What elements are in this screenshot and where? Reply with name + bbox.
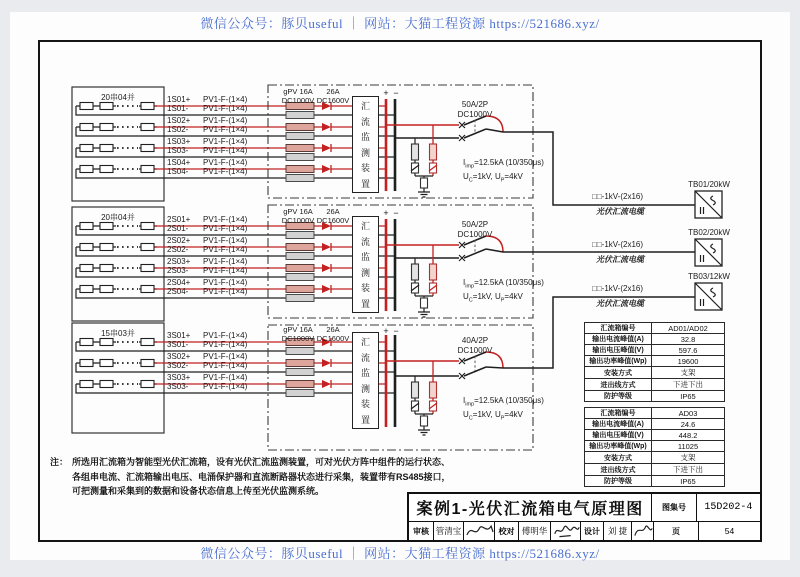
surge-rating-line2: $U_C=1kV$, $U_P=4kV$: [463, 410, 523, 422]
notes-line: 所选用汇流箱为智能型光伏汇流箱，设有光伏汇流监测装置，可对光伏方阵中组件的运行状态、: [72, 457, 451, 467]
string-cable-type: PV1-F-(1×4): [203, 266, 248, 275]
breaker-voltage: DC1000V: [457, 346, 493, 355]
string-cable-type: PV1-F-(1×4): [203, 373, 248, 382]
string-cable-type: PV1-F-(1×4): [203, 361, 248, 370]
string-cable-type: PV1-F-(1×4): [203, 245, 248, 254]
output-cable-name: 光伏汇流电缆: [596, 255, 644, 264]
notes-body: [72, 455, 451, 499]
atlas-number: 15D202-4: [696, 494, 760, 521]
inverter-TB01-icon: [695, 191, 722, 218]
breaker-voltage: DC1000V: [457, 110, 493, 119]
table-row: 进出线方式 下进下出: [585, 464, 725, 476]
string-label-plus: 1S03+: [167, 137, 191, 146]
group-label: 20串04并: [101, 213, 135, 222]
string-cable-type: PV1-F-(1×4): [203, 167, 248, 176]
notes-line: 各组串电流、汇流箱输出电压、电涌保护器和直流断路器状态进行采集，装置带有RS485接口，: [72, 471, 451, 482]
string-label-minus: 3S03-: [167, 382, 189, 391]
dc-fuse-icon: [286, 390, 314, 397]
dc-breaker-3: [386, 352, 503, 379]
dc-fuse-icon: [286, 124, 314, 131]
diode-label: 26A: [326, 207, 340, 216]
inverter-tag: TB03/12kW: [688, 272, 730, 281]
ground-icon: [418, 192, 430, 197]
string-label-plus: 2S02+: [167, 236, 191, 245]
surge-protector-1: [411, 125, 437, 197]
dc-fuse-icon: [286, 145, 314, 152]
inverter-TB02-icon: [695, 239, 722, 266]
atlas-number-label: 图集号: [651, 494, 696, 521]
bus-plus-label: +: [383, 208, 389, 218]
string-label-plus: 1S01+: [167, 95, 191, 104]
string-cable-type: PV1-F-(1×4): [203, 125, 248, 134]
inverter-TB03-icon: [695, 283, 722, 310]
reviewer-signature: [463, 522, 494, 540]
watermark-header: 微信公众号：豚贝useful ｜ 网站：大猫工程资源 https://521686.xyz/: [200, 16, 600, 31]
ground-icon: [418, 312, 430, 317]
string-label-plus: 1S04+: [167, 158, 191, 167]
string-label-minus: 1S02-: [167, 125, 189, 134]
bus-plus-label: +: [383, 88, 389, 98]
output-cable-name: 光伏汇流电缆: [596, 207, 644, 216]
group-label: 15串03并: [101, 329, 135, 338]
fuse-label: DC1000V: [281, 216, 315, 225]
designer-signature: [631, 522, 653, 540]
table-row: 输出电压峰值(V) 448.2: [585, 430, 725, 441]
string-cable-type: PV1-F-(1×4): [203, 104, 248, 113]
string-label-minus: 3S01-: [167, 340, 189, 349]
fuse-label: gPV 16A: [283, 207, 313, 216]
table-row: 输出功率峰值(Wp) 11025: [585, 441, 725, 452]
dc-fuse-icon: [286, 295, 314, 302]
string-cable-type: PV1-F-(1×4): [203, 137, 248, 146]
signature-icon: [633, 522, 653, 540]
string-cable-type: PV1-F-(1×4): [203, 382, 248, 391]
signature-icon: [552, 522, 580, 540]
dc-fuse-icon: [286, 381, 314, 388]
string-label-plus: 2S01+: [167, 215, 191, 224]
inverter-tag: TB02/20kW: [688, 228, 730, 237]
checker-label: 校对: [494, 522, 518, 540]
watermark-footer: 微信公众号：豚贝useful ｜ 网站：大猫工程资源 https://521686.xyz/: [200, 546, 600, 561]
dc-fuse-icon: [286, 286, 314, 293]
string-label-minus: 1S01-: [167, 104, 189, 113]
dc-breaker-1: [386, 116, 503, 141]
bus-minus-label: −: [393, 88, 399, 98]
table-row: 汇流箱编号 AD01/AD02: [585, 323, 725, 334]
string-cable-type: PV1-F-(1×4): [203, 116, 248, 125]
string-label-minus: 2S02-: [167, 245, 189, 254]
drawing-title: 案例1-光伏汇流箱电气原理图: [416, 501, 644, 518]
string-label-plus: 2S04+: [167, 278, 191, 287]
breaker-rating: 50A/2P: [461, 100, 489, 109]
string-label-minus: 2S04-: [167, 287, 189, 296]
string-cable-type: PV1-F-(1×4): [203, 257, 248, 266]
fuse-label: gPV 16A: [283, 325, 313, 334]
string-label-minus: 2S01-: [167, 224, 189, 233]
dc-fuse-icon: [286, 274, 314, 281]
fuse-label: DC1000V: [281, 334, 315, 343]
surge-protector-2: [411, 245, 437, 317]
designer-name: 刘 捷: [603, 522, 631, 540]
combiner-spec-table-2: [584, 407, 725, 487]
drawing-notes: [50, 455, 451, 496]
output-cable-spec: □□-1kV-(2x16): [592, 240, 644, 249]
output-cable-name: 光伏汇流电缆: [596, 299, 644, 308]
string-label-minus: 2S03-: [167, 266, 189, 275]
notes-prefix: 注：: [50, 457, 69, 467]
title-block: [407, 492, 762, 542]
bus-plus-label: +: [383, 326, 389, 336]
string-label-plus: 1S02+: [167, 116, 191, 125]
dc-fuse-icon: [286, 360, 314, 367]
table-row: 安装方式 支架: [585, 367, 725, 379]
dc-fuse-icon: [286, 232, 314, 239]
ground-icon: [418, 430, 430, 435]
page-number: 54: [698, 522, 760, 540]
string-cable-type: PV1-F-(1×4): [203, 146, 248, 155]
table-row: 防护等级 IP65: [585, 391, 725, 402]
string-label-plus: 3S02+: [167, 352, 191, 361]
signature-icon: [465, 522, 494, 540]
string-cable-type: PV1-F-(1×4): [203, 340, 248, 349]
string-cable-type: PV1-F-(1×4): [203, 215, 248, 224]
fuse-label: gPV 16A: [283, 87, 313, 96]
dc-fuse-icon: [286, 133, 314, 140]
table-row: 输出电流峰值(A) 32.8: [585, 334, 725, 345]
string-label-plus: 3S01+: [167, 331, 191, 340]
string-cable-type: PV1-F-(1×4): [203, 278, 248, 287]
dc-breaker-2: [386, 236, 503, 261]
output-cable-spec: □□-1kV-(2x16): [592, 192, 644, 201]
string-cable-type: PV1-F-(1×4): [203, 95, 248, 104]
diode-label: DC1600V: [316, 216, 350, 225]
dc-fuse-icon: [286, 166, 314, 173]
inverter-tag: TB01/20kW: [688, 180, 730, 189]
string-cable-type: PV1-F-(1×4): [203, 352, 248, 361]
string-label-plus: 3S03+: [167, 373, 191, 382]
table-row: 输出功率峰值(Wp) 19600: [585, 356, 725, 367]
title-block-row2: [409, 522, 760, 540]
breaker-rating: 40A/2P: [461, 336, 489, 345]
table-row: 输出电流峰值(A) 24.6: [585, 419, 725, 430]
reviewer-label: 审核: [413, 526, 429, 536]
diode-label: DC1600V: [316, 334, 350, 343]
breaker-voltage: DC1000V: [457, 230, 493, 239]
surge-rating-line1: $I_{imp}=12.5kA$ (10/350μs): [463, 158, 544, 170]
string-label-minus: 3S02-: [167, 361, 189, 370]
dc-fuse-icon: [286, 154, 314, 161]
string-cable-type: PV1-F-(1×4): [203, 331, 248, 340]
dc-fuse-icon: [286, 253, 314, 260]
reviewer-name: 管清宝: [433, 522, 463, 540]
dc-fuse-icon: [286, 369, 314, 376]
string-cable-type: PV1-F-(1×4): [203, 158, 248, 167]
string-cable-type: PV1-F-(1×4): [203, 287, 248, 296]
bus-minus-label: −: [393, 208, 399, 218]
bus-minus-label: −: [393, 326, 399, 336]
checker-signature: [550, 522, 580, 540]
checker-name: 傅明华: [518, 522, 550, 540]
designer-label: 设计: [580, 522, 603, 540]
dc-fuse-icon: [286, 265, 314, 272]
table-row: 安装方式 支架: [585, 452, 725, 464]
diode-label: 26A: [326, 87, 340, 96]
combiner-spec-table-1: [584, 322, 725, 402]
surge-rating-line1: $I_{imp}=12.5kA$ (10/350μs): [463, 396, 544, 408]
table-row: 进出线方式 下进下出: [585, 379, 725, 391]
breaker-rating: 50A/2P: [461, 220, 489, 229]
surge-rating-line2: $U_C=1kV$, $U_P=4kV$: [463, 172, 523, 184]
title-block-row1: [409, 494, 760, 522]
dc-fuse-icon: [286, 175, 314, 182]
string-label-plus: 2S03+: [167, 257, 191, 266]
notes-line: 可把测量和采集到的数据和设备状态信息上传至光伏监测系统。: [72, 486, 325, 496]
combiner-monitor-device-3: 汇流监测装置: [352, 332, 379, 429]
string-cable-type: PV1-F-(1×4): [203, 224, 248, 233]
string-label-minus: 1S03-: [167, 146, 189, 155]
dc-fuse-icon: [286, 244, 314, 251]
table-row: 汇流箱编号 AD03: [585, 408, 725, 419]
table-row: 输出电压峰值(V) 597.6: [585, 345, 725, 356]
fuse-label: DC1000V: [281, 96, 315, 105]
diode-label: 26A: [326, 325, 340, 334]
group-label: 20串04并: [101, 93, 135, 102]
surge-rating-line1: $I_{imp}=12.5kA$ (10/350μs): [463, 278, 544, 290]
surge-protector-3: [411, 361, 437, 435]
dc-fuse-icon: [286, 348, 314, 355]
table-row: 防护等级 IP65: [585, 476, 725, 487]
page-label: 页: [653, 522, 698, 540]
output-cable-spec: □□-1kV-(2x16): [592, 284, 644, 293]
diode-label: DC1600V: [316, 96, 350, 105]
surge-rating-line2: $U_C=1kV$, $U_P=4kV$: [463, 292, 523, 304]
dc-fuse-icon: [286, 112, 314, 119]
string-label-minus: 1S04-: [167, 167, 189, 176]
string-cable-type: PV1-F-(1×4): [203, 236, 248, 245]
combiner-monitor-device-1: 汇流监测装置: [352, 96, 379, 193]
combiner-monitor-device-2: 汇流监测装置: [352, 216, 379, 313]
